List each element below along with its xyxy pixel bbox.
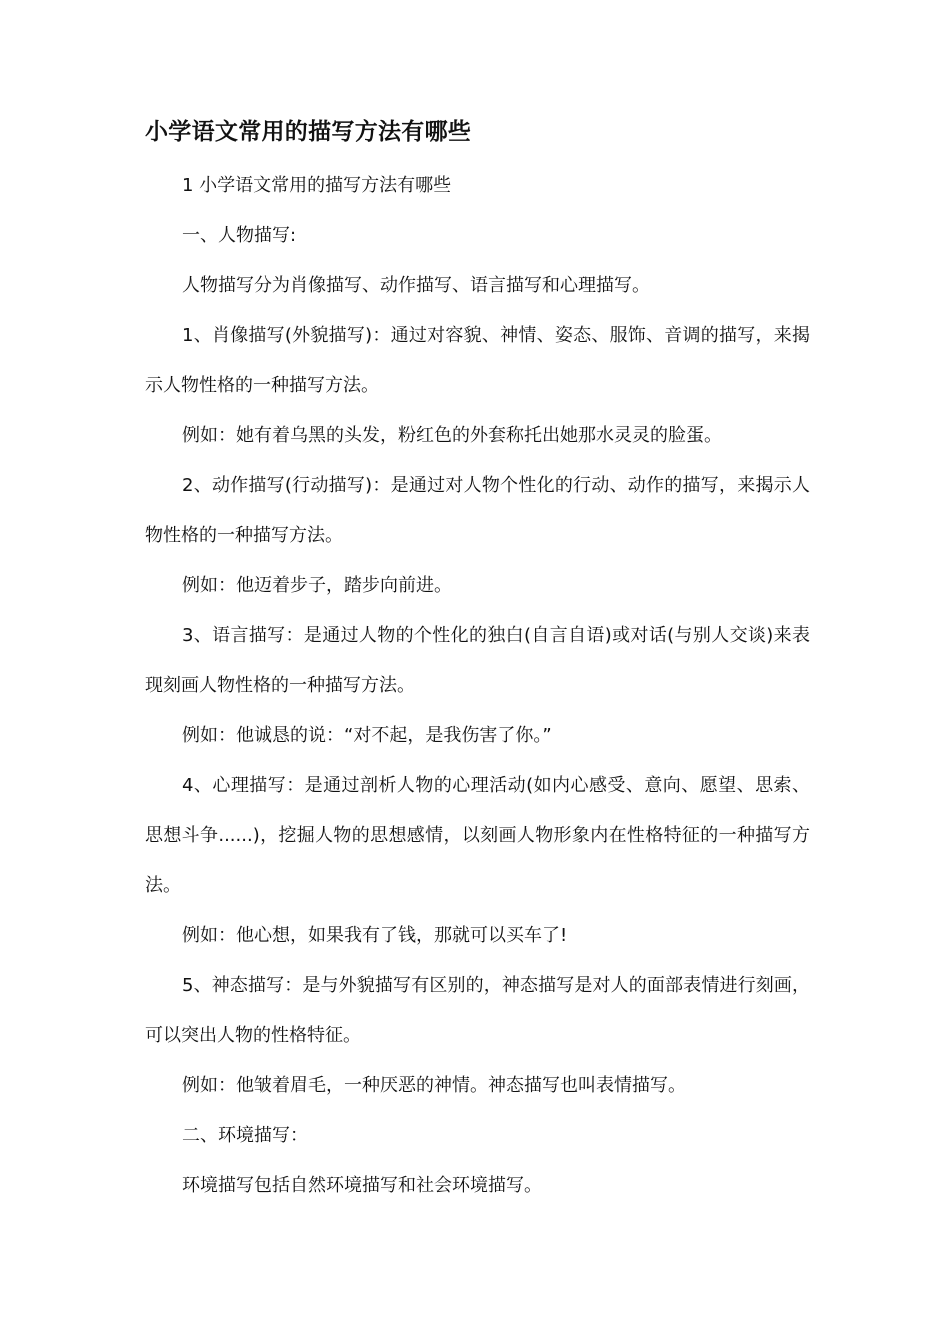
paragraph-part-one-heading: 一、人物描写:: [182, 225, 297, 246]
paragraph-psychology-description: 4、心理描写：是通过剖析人物的心理活动(如内心感受、意向、愿望、思索、思想斗争......)，挖掘人物的思想感情，以刻画人物形象内在性格特征的一种描写方法。: [145, 775, 810, 896]
paragraph-environment-intro: 环境描写包括自然环境描写和社会环境描写。: [182, 1175, 542, 1196]
paragraph-part-two-heading: 二、环境描写：: [182, 1125, 308, 1146]
paragraph-expression-description: 5、神态描写：是与外貌描写有区别的，神态描写是对人的面部表情进行刻画，可以突出人物的性格特征。: [145, 975, 810, 1046]
paragraph-language-description: 3、语言描写：是通过人物的个性化的独白(自言自语)或对话(与别人交谈)来表现刻画人物性格的一种描写方法。: [145, 625, 810, 696]
paragraph-action-description: 2、动作描写(行动描写)：是通过对人物个性化的行动、动作的描写，来揭示人物性格的一种描写方法。: [145, 475, 810, 546]
title-spacer: [145, 154, 810, 161]
paragraph-expression-example: 例如：他皱着眉毛，一种厌恶的神情。神态描写也叫表情描写。: [182, 1075, 686, 1096]
document-title: 小学语文常用的描写方法有哪些: [145, 119, 472, 145]
paragraph-language-example: 例如：他诚恳的说：“对不起，是我伤害了你。”: [182, 725, 552, 746]
paragraph-action-example: 例如：他迈着步子，踏步向前进。: [182, 575, 452, 596]
paragraph-character-intro: 人物描写分为肖像描写、动作描写、语言描写和心理描写。: [182, 275, 650, 296]
paragraph-section-heading: 1 小学语文常用的描写方法有哪些: [182, 175, 452, 196]
paragraph-portrait-description: 1、肖像描写(外貌描写)：通过对容貌、神情、姿态、服饰、音调的描写，来揭示人物性格的一种描写方法。: [145, 325, 810, 396]
paragraph-portrait-example: 例如：她有着乌黑的头发，粉红色的外套称托出她那水灵灵的脸蛋。: [182, 425, 722, 446]
paragraph-psychology-example: 例如：他心想，如果我有了钱，那就可以买车了!: [182, 925, 568, 946]
document-body: [145, 110, 810, 1211]
